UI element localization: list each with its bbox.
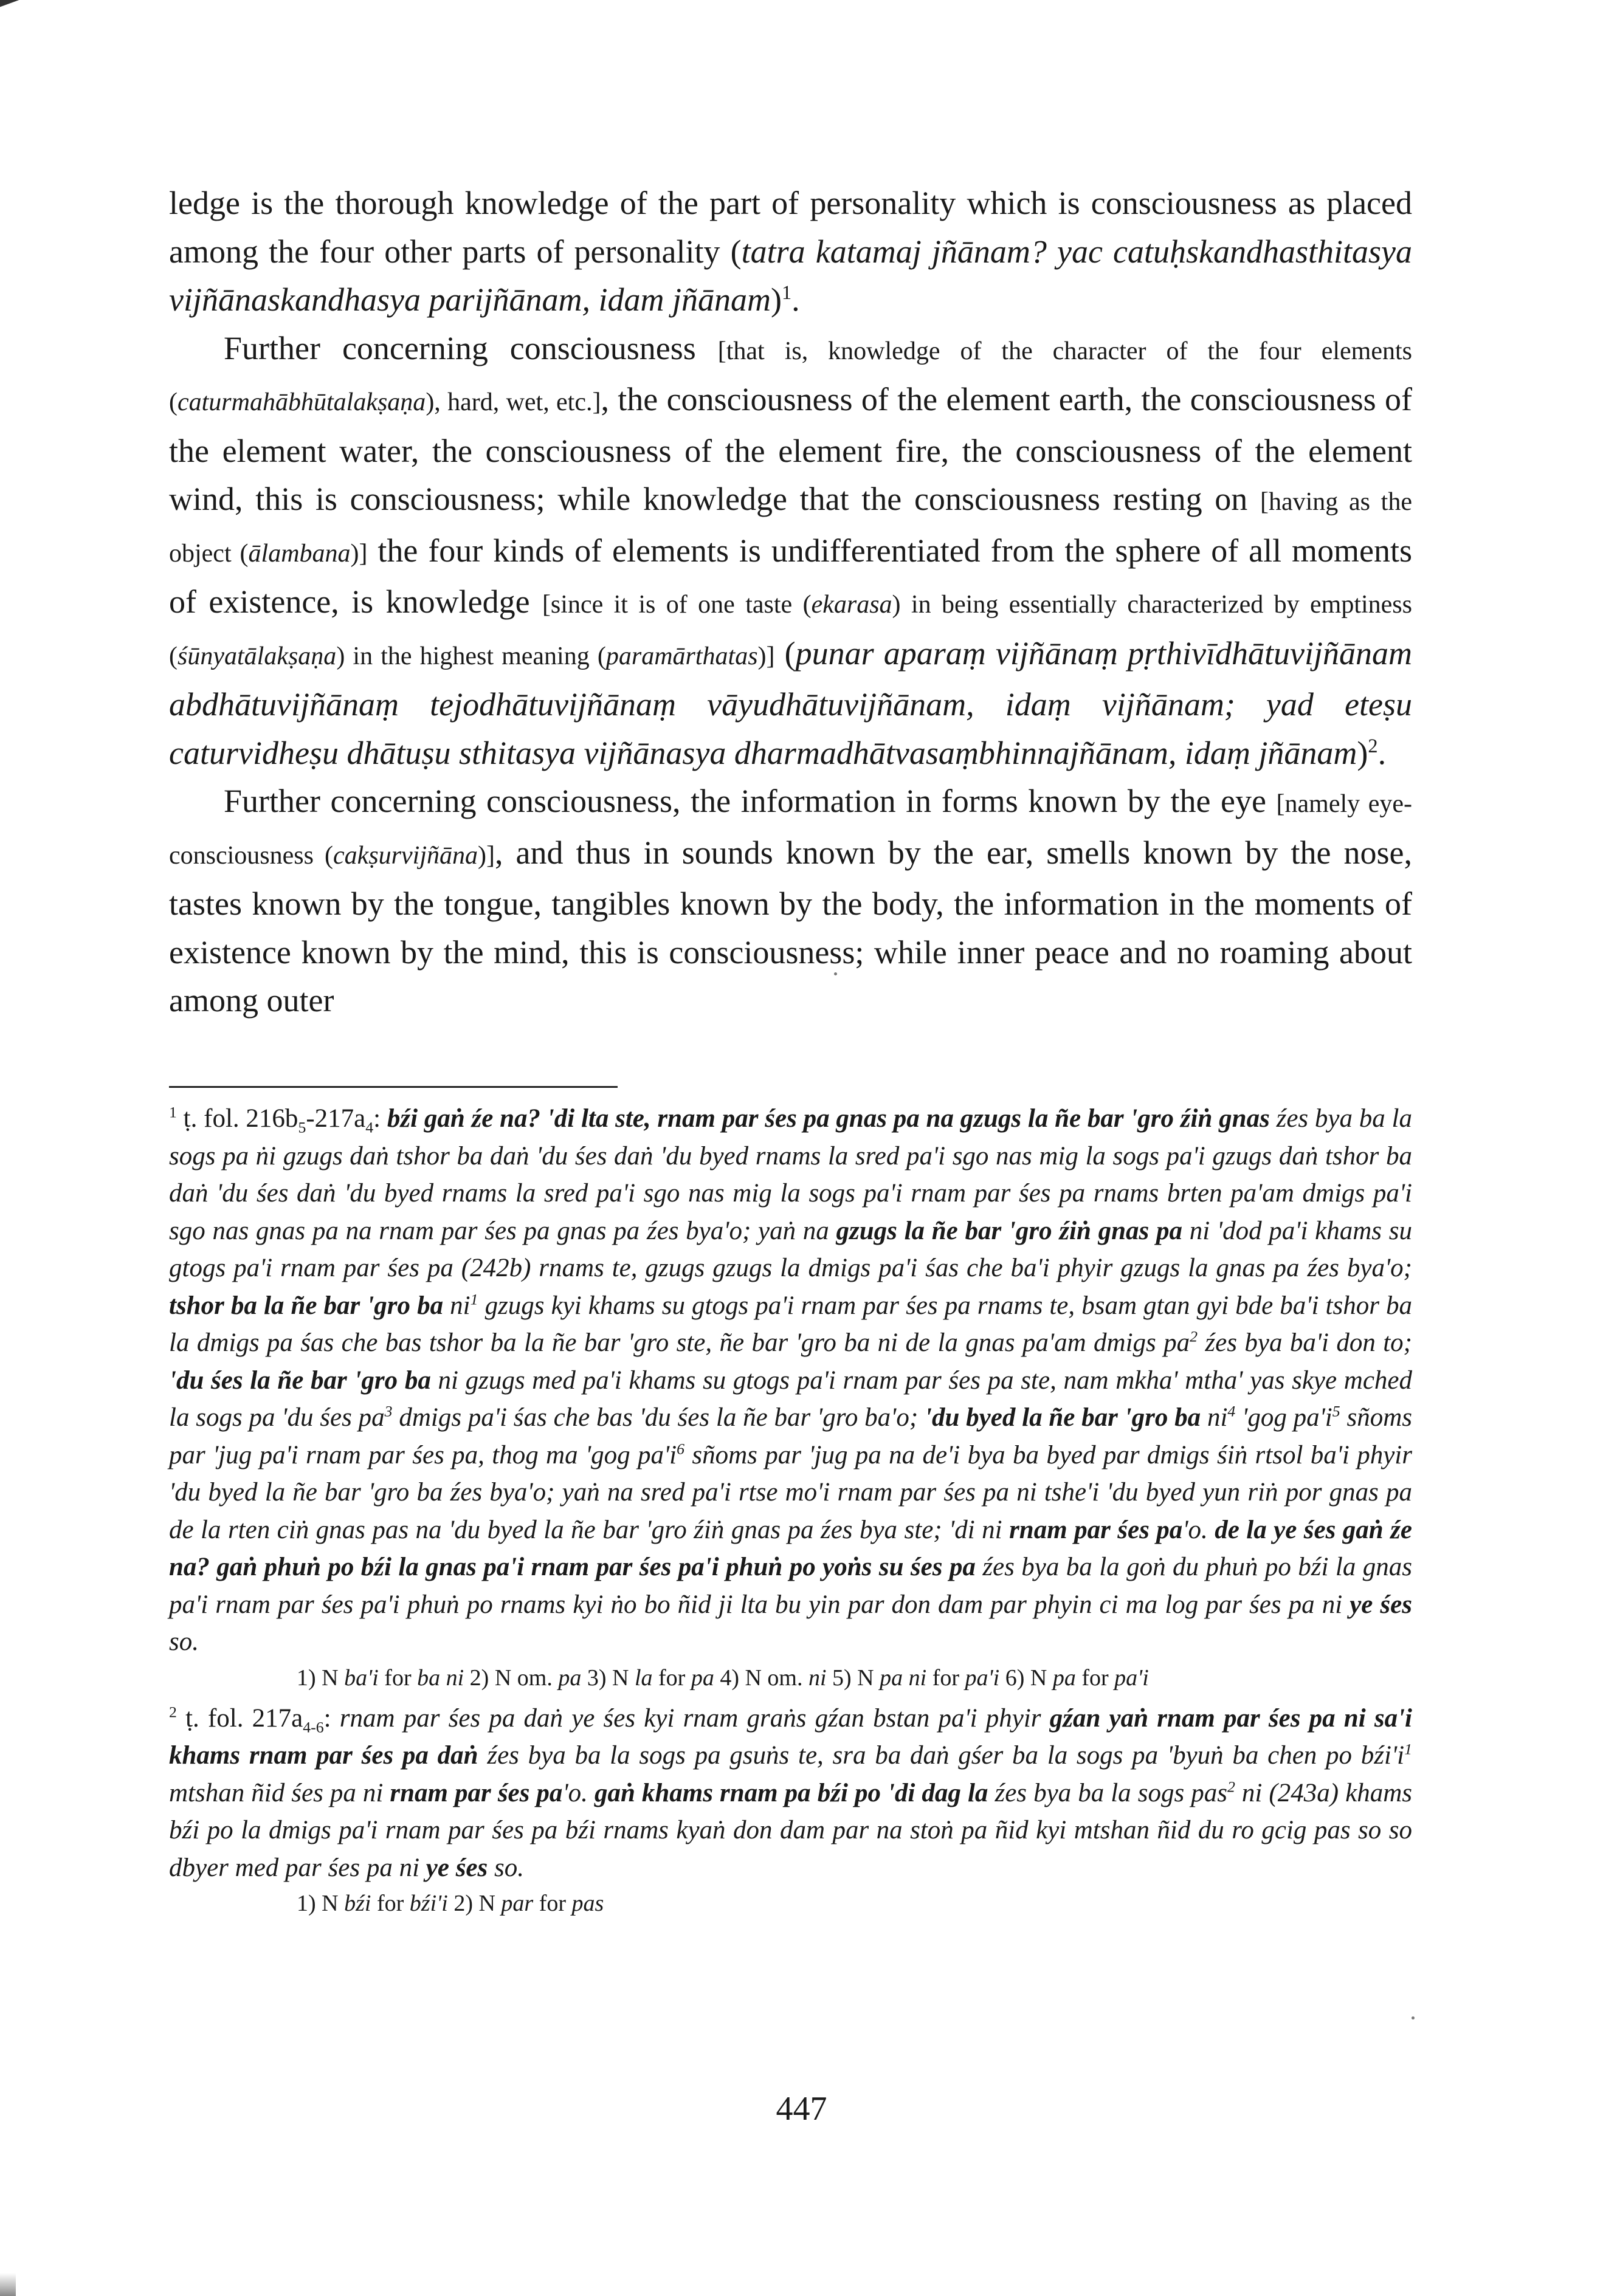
text-run: 5 <box>298 1118 306 1136</box>
text-run: for <box>652 1665 691 1691</box>
text-run: ba ni <box>417 1665 464 1691</box>
text-run: caturmahābhūtalakṣaṇa <box>178 388 426 416</box>
text-run: ni (243a) khams bźi po la dmigs pa'i rnam par śes pa bźi rnams kyaṅ don dam par na stoṅ pa ñid kyi mtshan ñid du ro gcig pas so so dbyer med par śes pa ni <box>169 1778 1412 1882</box>
text-run: rnam par śes pa daṅ ye śes kyi rnam graṅs gźan bstan pa'i phyir <box>339 1703 1050 1733</box>
text-run: 2) N om. <box>464 1665 559 1691</box>
text-run: sñoms par 'jug pa na de'i bya ba byed par dmigs śiṅ rtsol ba'i phyir 'du byed la ñe bar 'gro ba źes bya'o; yaṅ na sred pa'i rtse mo'i rnam par śes pa ni tshe'i 'du byed yun riṅ por gnas pa de la rten ciṅ gnas pas na 'du byed la ñe bar 'gro źiṅ gnas pa źes bya ste; 'di ni <box>169 1440 1412 1544</box>
scan-speck <box>1412 2016 1415 2019</box>
text-run: ye śes <box>1350 1590 1412 1619</box>
text-run: 1 <box>1404 1740 1413 1758</box>
text-run: 'du byed la ñe bar 'gro ba <box>925 1403 1201 1432</box>
text-run: Further concerning consciousness, the information in forms known by the eye <box>224 783 1277 819</box>
text-run: źes bya ba la goṅ du phuṅ po bźi la gnas pa'i rnam par śes pa'i phuṅ po rnams kyi ṅo bo ñid ji lta bu yin par don dam par phyin ci ma log par śes pa ni <box>169 1553 1412 1619</box>
text-run: ledge is the thorough knowledge of the part of personality which is consciousness as placed among the four other parts of personality ( <box>169 185 1412 270</box>
text-run: sñoms par 'jug pa'i rnam par śes pa, thog ma 'gog pa'i <box>169 1403 1412 1469</box>
text-run: ālambana <box>248 539 351 568</box>
paragraph <box>169 777 1412 1025</box>
text-run: mtshan ñid śes pa ni <box>169 1778 390 1807</box>
text-run: 3 <box>384 1402 393 1420</box>
text-run: so. <box>169 1627 199 1656</box>
paragraph <box>169 179 1412 325</box>
text-run: la <box>634 1665 653 1691</box>
scan-corner-mark <box>0 0 36 24</box>
text-run: pa <box>558 1665 582 1691</box>
text-run: 'du śes la ñe bar 'gro ba <box>169 1366 431 1395</box>
text-run: bźi gaṅ źe na? 'di lta ste, rnam par śes pa gnas pa na gzugs la ñe bar 'gro źiṅ gnas <box>387 1104 1270 1133</box>
text-run: 2 <box>1227 1778 1235 1796</box>
text-run: so. <box>488 1853 524 1882</box>
text-run: , and thus in sounds known by the ear, smells known by the nose, tastes known by the tongue, tangibles known by the body, the information in the moments of existence known by the mind, this is consciousness; while inner peace and no roaming about among outer <box>169 834 1412 1019</box>
text-run: pa'i <box>965 1665 1000 1691</box>
text-run: tatra katamaj jñānam? yac catuḥskandhasthitasya vijñānaskandhasya parijñānam, idam jñānam <box>169 233 1412 318</box>
text-run: ni <box>1201 1403 1228 1432</box>
text-run: [that is, knowledge of the character of the four elements ( <box>169 337 1412 416</box>
text-run: źes bya ba la sogs pas <box>988 1778 1227 1807</box>
text-run: gzugs kyi khams su gtogs pa'i rnam par śes pa rnams te, bsam gtan gyi bde ba'i tshor ba la dmigs pa śas che bas tshor ba la ñe bar 'gro ste, ñe bar 'gro ba ni de la gnas pa'am dmigs pa <box>169 1291 1412 1357</box>
text-run: gaṅ khams rnam pa bźi po 'di dag la <box>594 1778 988 1807</box>
text-run: 2 <box>1190 1327 1198 1346</box>
text-run: [since it is of one taste ( <box>542 591 812 619</box>
text-run: 4 <box>365 1118 374 1136</box>
text-run: bźi <box>344 1891 371 1916</box>
text-run: śūnyatālakṣaṇa <box>178 642 337 670</box>
text-run: 4) N om. <box>714 1665 808 1691</box>
text-run: 1 <box>781 282 792 304</box>
text-run: dmigs pa'i śas che bas 'du śes la ñe bar 'gro ba'o; <box>392 1403 925 1432</box>
text-run: for <box>533 1891 572 1916</box>
footnote-1 <box>169 1100 1412 1661</box>
text-run: pa'i <box>1114 1665 1149 1691</box>
text-run: rnam par śes pa <box>1009 1515 1183 1544</box>
text-run: the four kinds of elements is undifferentiated from the sphere of all moments of existence, is knowledge <box>169 532 1412 620</box>
text-run: ni 'dod pa'i khams su gtogs pa'i rnam par śes pa (242b) rnams te, gzugs gzugs la dmigs pa'i śas che ba'i phyir gzugs la gnas pa źes bya'o; <box>169 1216 1412 1282</box>
text-run: . <box>1377 734 1387 771</box>
text-run: tshor ba la ñe bar 'gro ba <box>169 1291 444 1320</box>
text-run: for <box>1075 1665 1115 1691</box>
text-run: Further concerning consciousness <box>224 329 718 366</box>
text-run: gźan yaṅ rnam par śes pa ni sa'i khams rnam par śes pa daṅ <box>169 1703 1412 1770</box>
text-run: pa <box>691 1665 714 1691</box>
text-run: )] <box>477 841 495 870</box>
text-run: ni gzugs med pa'i khams su gtogs pa'i rnam par śes pa ste, nam mkha' mtha' yas skye mched la sogs pa 'du śes pa <box>169 1366 1412 1432</box>
text-run: ) <box>1357 734 1368 771</box>
text-run: )] <box>757 642 775 670</box>
footnotes <box>169 1100 1412 1925</box>
text-run: 1 <box>470 1290 478 1308</box>
text-run: : <box>373 1104 387 1133</box>
text-run: paramārthatas <box>605 642 758 670</box>
text-run: pa ni <box>880 1665 927 1691</box>
text-run: for <box>378 1665 418 1691</box>
text-run: [having as the object ( <box>169 488 1412 568</box>
paragraph <box>169 325 1412 778</box>
text-run: pas <box>571 1891 604 1916</box>
main-text <box>169 179 1412 1025</box>
text-run: pa <box>1052 1665 1076 1691</box>
text-run: ni <box>808 1665 827 1691</box>
text-run: cakṣurvijñāna <box>333 841 478 870</box>
footnote-rule <box>169 1086 618 1088</box>
text-run: rnam par śes pa <box>390 1778 563 1807</box>
text-run: ) in being essentially characterized by emptiness ( <box>169 591 1412 670</box>
text-run: 'o. <box>1182 1515 1215 1544</box>
text-run: ) in the highest meaning ( <box>336 642 606 670</box>
text-run: ṭ. fol. 216b <box>176 1104 298 1133</box>
text-run: 2) N <box>447 1891 502 1916</box>
text-run: 5) N <box>826 1665 880 1691</box>
text-run: . <box>791 281 800 318</box>
text-run: 2 <box>169 1703 177 1721</box>
text-run: par <box>501 1891 534 1916</box>
text-run: 'gog pa'i <box>1235 1403 1332 1432</box>
text-run: ekarasa <box>811 591 892 619</box>
text-run: punar aparaṃ vijñānaṃ pṛthivīdhātuvijñānam abdhātuvijñānaṃ tejodhātuvijñānaṃ vāyudhātuvijñānam, idaṃ vijñānam; yad eteṣu caturvidheṣu dhātuṣu sthitasya vijñānasya dharmadhātvasaṃbhinnajñānam, idaṃ jñānam <box>169 634 1412 771</box>
text-run: 4 <box>1227 1402 1236 1420</box>
text-run: ba'i <box>344 1665 379 1691</box>
text-run: źes bya ba la sogs pa gsuṅs te, sra ba daṅ gśer ba la sogs pa 'byuṅ ba chen po bźi'i <box>478 1741 1405 1770</box>
text-run: for <box>371 1891 410 1916</box>
text-run: ye śes <box>426 1853 488 1882</box>
text-run: 5 <box>1332 1402 1340 1420</box>
text-run: 2 <box>1368 735 1378 757</box>
text-run: 4-6 <box>303 1718 324 1736</box>
text-run: [namely eye-consciousness ( <box>169 790 1412 870</box>
text-run: de la ye śes gaṅ źe na? gaṅ phuṅ po bźi la gnas pa'i rnam par śes pa'i phuṅ po yoṅs su śes pa <box>169 1515 1412 1581</box>
text-run: ni <box>443 1291 471 1320</box>
text-run: ), hard, wet, etc.] <box>426 388 601 416</box>
footnote-1-variants <box>169 1661 1412 1695</box>
text-run: 1) N <box>297 1891 345 1916</box>
text-run: : <box>323 1703 340 1733</box>
text-run: ) <box>770 281 782 318</box>
text-run: źes bya ba la sogs pa ṅi gzugs daṅ tshor ba daṅ 'du śes daṅ 'du byed rnams la sred pa'i sgo nas mig la sogs pa'i gzugs daṅ tshor ba daṅ 'du śes daṅ 'du byed rnams la sred pa'i sgo nas mig la sogs pa'i rnam par śes pa rnams brten pa'am dmigs pa'i sgo nas gnas pa na rnam par śes pa gnas pa źes bya'o; yaṅ na <box>169 1104 1412 1245</box>
text-run: )] <box>350 539 368 568</box>
footnote-2 <box>169 1700 1412 1887</box>
scan-edge-mark <box>0 2273 16 2296</box>
text-run: bźi'i <box>409 1891 448 1916</box>
page-number: 447 <box>776 2090 827 2128</box>
text-run: for <box>926 1665 965 1691</box>
text-run: 6) N <box>999 1665 1053 1691</box>
text-run: ( <box>774 634 796 672</box>
text-run: 3) N <box>581 1665 635 1691</box>
text-run: , the consciousness of the element earth, the consciousness of the element water, the consciousness of the element fire, the consciousness of the element wind, this is consciousness; while knowledge that the consciousness resting on <box>169 381 1412 517</box>
text-run: gzugs la ñe bar 'gro źiṅ gnas pa <box>836 1216 1183 1245</box>
text-run: ṭ. fol. 217a <box>176 1703 303 1733</box>
text-run: 1) N <box>297 1665 345 1691</box>
text-run: -217a <box>306 1104 366 1133</box>
text-run: 'o. <box>562 1778 595 1807</box>
text-run: 1 <box>169 1103 177 1121</box>
footnote-2-variants <box>169 1886 1412 1920</box>
text-run: źes bya ba'i don to; <box>1198 1328 1412 1357</box>
text-run: 6 <box>677 1440 685 1458</box>
